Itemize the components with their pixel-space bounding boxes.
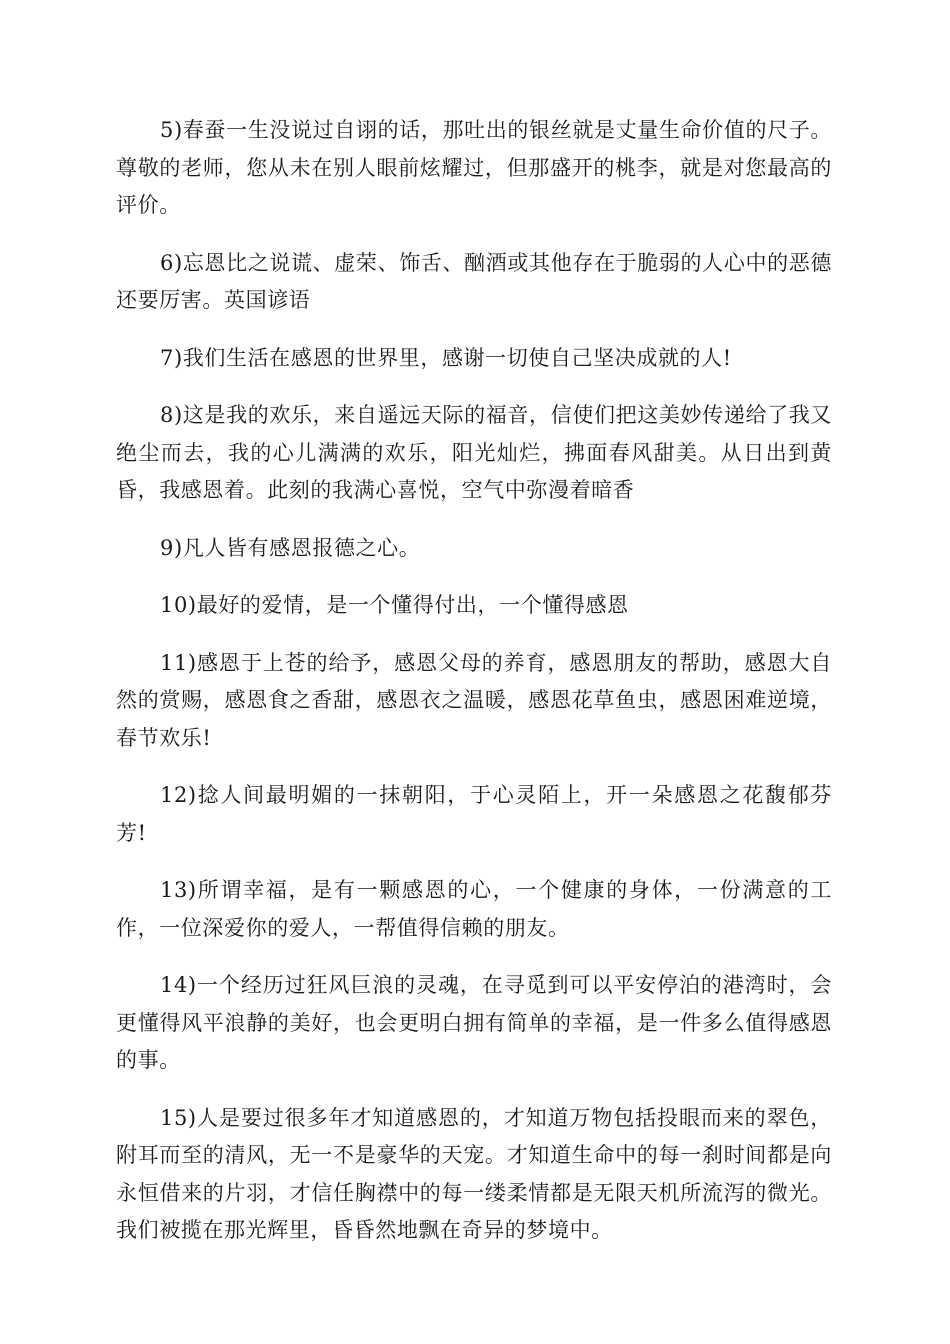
paragraph-13: 13)所谓幸福，是有一颗感恩的心，一个健康的身体，一份满意的工作，一位深爱你的爱人，一帮值得信赖的朋友。 bbox=[116, 878, 832, 940]
paragraph-11: 11)感恩于上苍的给予，感恩父母的养育，感恩朋友的帮助，感恩大自然的赏赐，感恩食之香甜，感恩衣之温暖，感恩花草鱼虫，感恩困难逆境，春节欢乐! bbox=[116, 650, 832, 750]
paragraph-9: 9)凡人皆有感恩报德之心。 bbox=[160, 535, 421, 560]
paragraph-12: 12)捻人间最明媚的一抹朝阳，于心灵陌上，开一朵感恩之花馥郁芬芳! bbox=[116, 783, 832, 845]
paragraph-5: 5)春蚕一生没说过自诩的话，那吐出的银丝就是丈量生命价值的尺子。尊敬的老师，您从未在别人眼前炫耀过，但那盛开的桃李，就是对您最高的评价。 bbox=[116, 118, 832, 217]
paragraph-8: 8)这是我的欢乐，来自遥远天际的福音，信使们把这美妙传递给了我又绝尘而去，我的心儿满满的欢乐，阳光灿烂，拂面春风甜美。从日出到黄昏，我感恩着。此刻的我满心喜悦，空气中弥漫着暗香 bbox=[116, 403, 832, 502]
paragraph-7: 7)我们生活在感恩的世界里，感谢一切使自己坚决成就的人! bbox=[160, 345, 732, 370]
document-body bbox=[116, 112, 832, 1270]
paragraph-6: 6)忘恩比之说谎、虚荣、饰舌、酗酒或其他存在于脆弱的人心中的恶德还要厉害。英国谚语 bbox=[116, 250, 832, 312]
paragraph-14: 14)一个经历过狂风巨浪的灵魂，在寻觅到可以平安停泊的港湾时，会更懂得风平浪静的美好，也会更明白拥有简单的幸福，是一件多么值得感恩的事。 bbox=[116, 973, 832, 1072]
paragraph-10: 10)最好的爱情，是一个懂得付出，一个懂得感恩 bbox=[160, 593, 629, 617]
paragraph-15: 15)人是要过很多年才知道感恩的，才知道万物包括投眼而来的翠色，附耳而至的清风，无一不是豪华的天宠。才知道生命中的每一刹时间都是向永恒借来的片羽，才信任胸襟中的每一缕柔情都是无限天机所流泻的微光。我们被揽在那光辉里，昏昏然地飘在奇异的梦境中。 bbox=[116, 1105, 832, 1242]
